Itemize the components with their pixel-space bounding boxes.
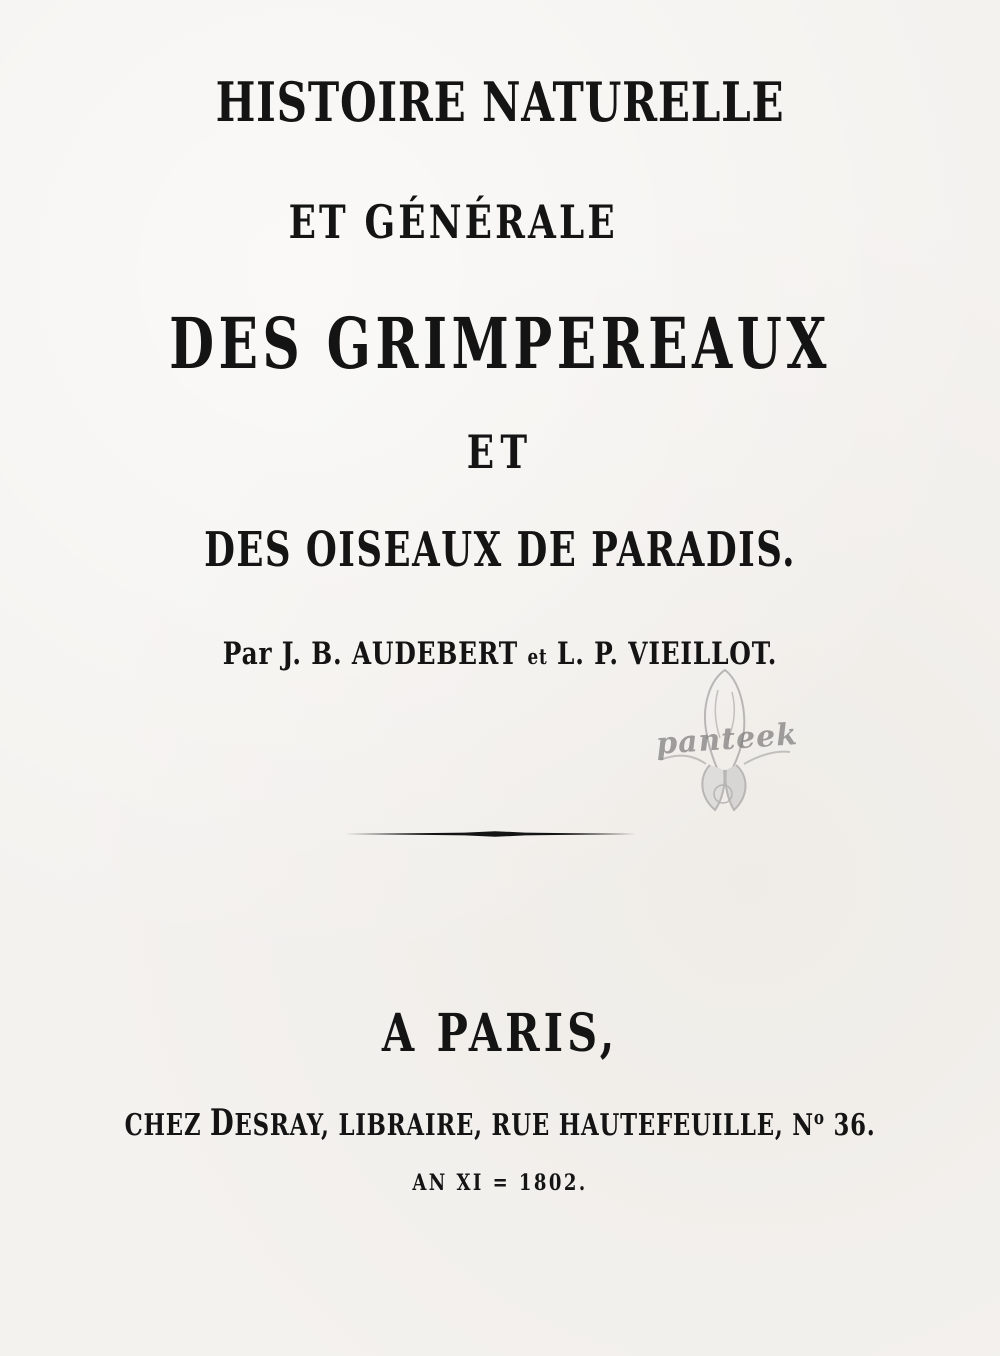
imprint-publisher [120,1102,880,1144]
title-line-et: ET [466,425,534,479]
title-line-des-grimpereaux: DES GRIMPEREAUX [169,302,831,385]
watermark-text: panteek [654,717,800,762]
decorative-rule [345,829,640,839]
publisher-number: 36. [833,1108,876,1143]
publisher-number-n: N [792,1108,814,1143]
publisher-address: LIBRAIRE, RUE HAUTEFEUILLE, [338,1108,784,1143]
title-line-oiseaux-de-paradis: DES OISEAUX DE PARADIS. [204,522,796,578]
author-par: Par [222,636,273,672]
author-name-vieillot: L. P. VIEILLOT. [556,636,778,672]
imprint-date: AN XI = 1802. [412,1170,588,1196]
publisher-desray-rest: ESRAY, [234,1108,330,1143]
title-line-et-generale: ET GÉNÉRALE [288,195,618,249]
author-name-audebert: J. B. AUDEBERT [281,636,519,672]
imprint-city: A PARIS, [381,1003,619,1064]
publisher-number-sup: o [813,1105,825,1129]
title-line-histoire-naturelle: HISTOIRE NATURELLE [215,70,785,134]
publisher-chez: CHEZ [124,1108,202,1143]
author-et: et [527,644,548,669]
publisher-desray-initial: D [210,1102,235,1144]
